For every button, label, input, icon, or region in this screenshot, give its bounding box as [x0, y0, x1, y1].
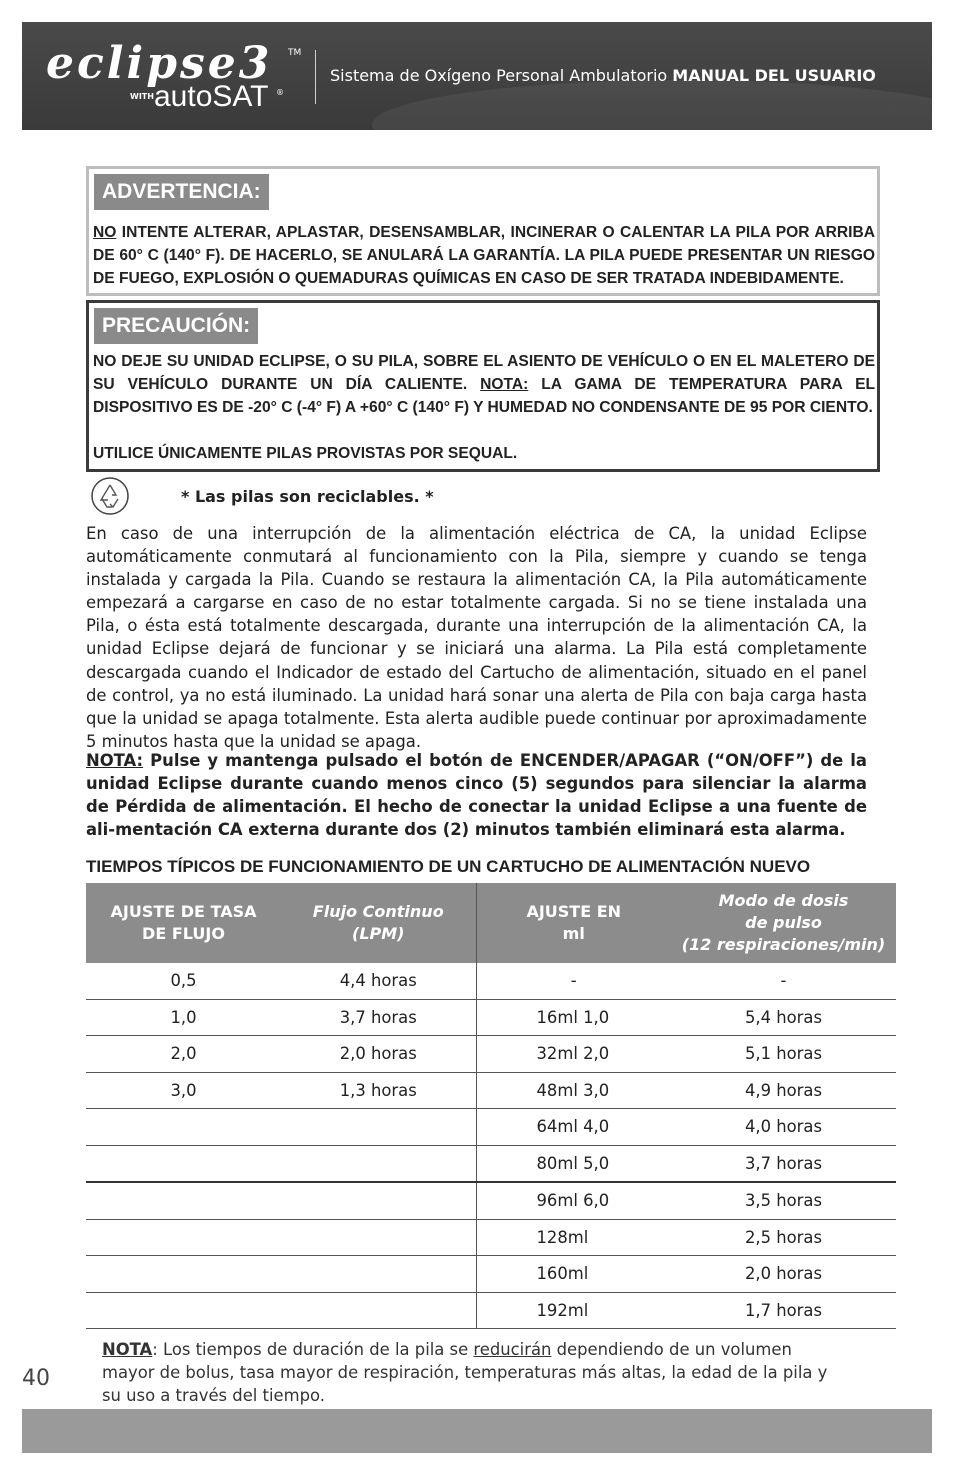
table-row: [86, 1219, 896, 1256]
table-header-row: [86, 883, 896, 963]
cell-ml-number: 2,0: [583, 1044, 610, 1064]
cell-ml-setting: [476, 1182, 671, 1219]
footnote: [102, 1338, 847, 1407]
cell-continuous: 4,4 horas: [281, 963, 476, 999]
table-row: [86, 1145, 896, 1182]
nota-label: NOTA:: [86, 751, 144, 770]
cell-ml-number: 6,0: [583, 1191, 610, 1211]
paragraph-power-interruption: En caso de una interrupción de la alimentación eléctrica de CA, la unidad Eclipse automáticamente conmutará al funcionamiento con la Pila, siempre y cuando se tenga instalada y cargada la Pila. Cuando se restaura la alimentación CA, la Pila automáticamente empezará a cargarse en caso de no estar totalmente cargada. Si no se tiene instalada una Pila, o ésta está totalmente descargada, durante una interrupción de la alimentación CA, la unidad Eclipse dejará de funcionar y se iniciará una alarma. La Pila está completamente descargada cuando el Indicador de estado del Cartucho de alimentación, situado en el panel de control, ya no está iluminado. La unidad hará sonar una alerta de Pila con baja carga hasta que la unidad se apaga totalmente. Esta alerta audible puede continuar por aproximadamente 5 minutos hasta que la unidad se apaga.: [86, 524, 867, 751]
recycle-note: * Las pilas son reciclables. *: [181, 487, 434, 506]
cell-pulse: 1,7 horas: [671, 1292, 896, 1329]
cell-pulse: 5,1 horas: [671, 1036, 896, 1073]
cell-pulse: -: [671, 963, 896, 999]
cell-flow: 2,0: [86, 1036, 281, 1073]
header-continuous-flow: Flujo Continuo (LPM): [281, 883, 476, 963]
cell-ml-number: -: [570, 971, 577, 991]
cell-continuous: [281, 1219, 476, 1256]
cell-ml-setting: [476, 1145, 671, 1182]
caution-text: [93, 350, 875, 419]
cell-continuous: [281, 1182, 476, 1219]
warning-box: [86, 166, 880, 296]
caution-nota: NOTA:: [480, 376, 529, 393]
cell-flow: [86, 1219, 281, 1256]
cell-flow: 1,0: [86, 999, 281, 1036]
cell-ml-setting: [476, 1109, 671, 1146]
cell-continuous: [281, 1256, 476, 1293]
paragraph-nota: [86, 749, 867, 841]
warning-title: ADVERTENCIA:: [94, 174, 269, 210]
header-title-normal: Sistema de Oxígeno Personal Ambulatorio: [330, 66, 673, 85]
runtime-table: [86, 883, 896, 1329]
cell-continuous: 1,3 horas: [281, 1072, 476, 1109]
header-swoosh: [372, 80, 932, 130]
cell-flow: [86, 1109, 281, 1146]
cell-flow: [86, 1182, 281, 1219]
table-row: [86, 1292, 896, 1329]
table-row: [86, 1036, 896, 1073]
cell-pulse: 4,9 horas: [671, 1072, 896, 1109]
cell-ml-setting: [476, 999, 671, 1036]
cell-ml-setting: [476, 1256, 671, 1293]
cell-flow: 0,5: [86, 963, 281, 999]
table-row: [86, 1256, 896, 1293]
cell-continuous: [281, 1292, 476, 1329]
table-row: [86, 999, 896, 1036]
table-row: [86, 1109, 896, 1146]
cell-continuous: 3,7 horas: [281, 999, 476, 1036]
header-flow-setting: AJUSTE DE TASA DE FLUJO: [86, 883, 281, 963]
logo-autosat: autoSAT: [154, 80, 269, 113]
caution-box: [86, 300, 880, 472]
header-title: [330, 66, 876, 85]
cell-flow: [86, 1256, 281, 1293]
cell-continuous: 2,0 horas: [281, 1036, 476, 1073]
header-ml-setting: AJUSTE EN ml: [476, 883, 671, 963]
cell-ml-setting: [476, 1072, 671, 1109]
cell-ml-volume: 32ml: [536, 1044, 584, 1064]
cell-ml-setting: [476, 963, 671, 999]
caution-last-line: UTILICE ÚNICAMENTE PILAS PROVISTAS POR SEQUAL.: [93, 445, 518, 462]
footer-bar: [22, 1409, 932, 1453]
recycle-icon: [90, 476, 130, 516]
cell-flow: [86, 1145, 281, 1182]
header-divider: [315, 50, 316, 104]
cell-flow: [86, 1292, 281, 1329]
footnote-text1: : Los tiempos de duración de la pila se: [152, 1340, 474, 1359]
cell-flow: 3,0: [86, 1072, 281, 1109]
cell-ml-setting: [476, 1219, 671, 1256]
logo-trademark: TM: [288, 48, 302, 58]
logo-eclipse: eclipse3: [46, 38, 273, 89]
warning-text: [93, 221, 875, 290]
cell-pulse: 2,5 horas: [671, 1219, 896, 1256]
caution-title: PRECAUCIÓN:: [94, 308, 258, 344]
warning-lead: NO: [93, 224, 117, 241]
table-row: [86, 1182, 896, 1219]
cell-ml-number: 4,0: [583, 1117, 610, 1137]
cell-ml-setting: [476, 1292, 671, 1329]
table-title: TIEMPOS TÍPICOS DE FUNCIONAMIENTO DE UN CARTUCHO DE ALIMENTACIÓN NUEVO: [86, 857, 811, 876]
footnote-nota: NOTA: [102, 1340, 153, 1359]
cell-continuous: [281, 1145, 476, 1182]
page-number: 40: [22, 1366, 50, 1391]
cell-ml-volume: 128ml: [536, 1227, 589, 1247]
page-header: [22, 22, 932, 130]
cell-ml-volume: 96ml: [536, 1191, 584, 1211]
cell-pulse: 4,0 horas: [671, 1109, 896, 1146]
cell-ml-number: 3,0: [583, 1080, 610, 1100]
footnote-underlined: reducirán: [473, 1340, 552, 1359]
table-row: [86, 1072, 896, 1109]
cell-pulse: 3,7 horas: [671, 1145, 896, 1182]
caution-text1: NO DEJE SU UNIDAD ECLIPSE, O SU PILA, SOBRE EL ASIENTO DE VEHÍCULO O EN EL MALETERO DE SU VEHÍCULO DURANTE UN DÍA CALIENTE.: [93, 353, 875, 393]
cell-ml-volume: 160ml: [536, 1264, 589, 1284]
cell-ml-setting: [476, 1036, 671, 1073]
cell-ml-volume: 80ml: [536, 1153, 584, 1173]
cell-pulse: 2,0 horas: [671, 1256, 896, 1293]
caution-text2: LA GAMA DE TEMPERATURA PARA EL DISPOSITIVO ES DE -20° C (-4° F) A +60° C (140° F) Y HUMEDAD NO CONDENSANTE DE 95 POR CIENTO.: [93, 376, 875, 416]
cell-continuous: [281, 1109, 476, 1146]
logo-registered: ®: [276, 88, 284, 97]
logo-with: WITH: [130, 92, 154, 101]
warning-body: INTENTE ALTERAR, APLASTAR, DESENSAMBLAR, INCINERAR O CALENTAR LA PILA POR ARRIBA DE 60° C (140° F). DE HACERLO, SE ANULARÁ LA GARANTÍA. LA PILA PUEDE PRESENTAR UN RIESGO DE FUEGO, EXPLOSIÓN O QUEMADURAS QUÍMICAS EN CASO DE SER TRATADA INDEBIDAMENTE.: [93, 224, 875, 287]
cell-pulse: 5,4 horas: [671, 999, 896, 1036]
header-title-bold: MANUAL DEL USUARIO: [672, 66, 876, 85]
cell-ml-volume: 48ml: [536, 1080, 584, 1100]
cell-ml-volume: 64ml: [536, 1117, 584, 1137]
nota-text: Pulse y mantenga pulsado el botón de ENCENDER/APAGAR (“ON/OFF”) de la unidad Eclipse durante cuando menos cinco (5) segundos para silenciar la alarma de Pérdida de alimentación. El hecho de conectar la unidad Eclipse a una fuente de ali-mentación CA externa durante dos (2) minutos también eliminará esta alarma.: [86, 751, 867, 840]
footnote-text2: dependiendo de un volumen mayor de bolus, tasa mayor de respiración, temperaturas más altas, la edad de la pila y su uso a través del tiempo.: [102, 1340, 828, 1406]
header-pulse-dose: Modo de dosis de pulso (12 respiraciones/min): [671, 883, 896, 963]
table-row: [86, 963, 896, 999]
cell-ml-number: 5,0: [583, 1153, 610, 1173]
cell-ml-volume: 192ml: [536, 1300, 589, 1320]
cell-pulse: 3,5 horas: [671, 1182, 896, 1219]
cell-ml-number: 1,0: [583, 1007, 610, 1027]
cell-ml-volume: 16ml: [536, 1007, 584, 1027]
